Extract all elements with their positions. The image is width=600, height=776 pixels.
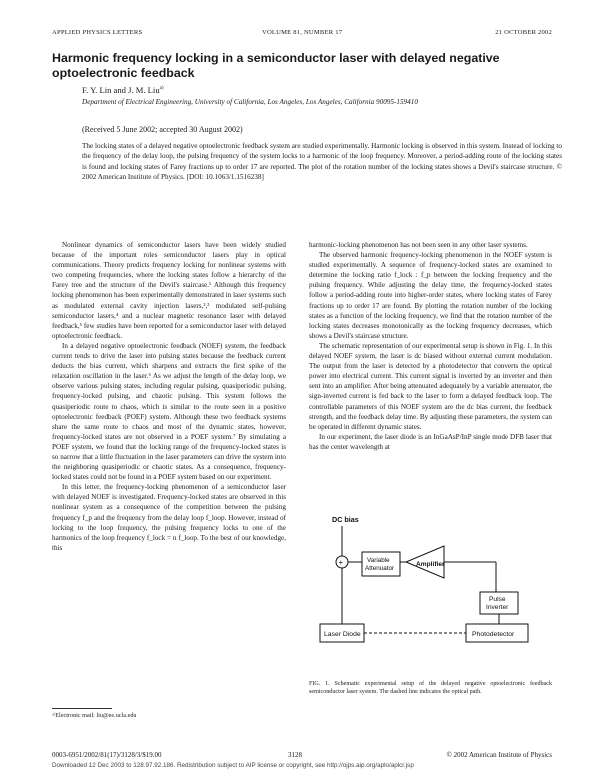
paragraph: In a delayed negative optoelectronic feedback (NOEF) system, the feedback current tends to drive the laser into pulsing states because the feedback current deducts the bias current, which sharpens and extracts the first spike of the relaxation oscillation in the laser.⁶ As we adjust the length of the delay loop, we observe various pulsing states, including regular pulsing, quasiperiodic pulsing, frequency-locked pulsing, and chaotic pulsing. This system follows the quasiperiodic route to chaos, which is similar to the route seen in a positive optoelectronic feedback (POEF) system. Although these two feedback systems share the same route to chaos and most of the dynamic states, however, frequency-locked states are not observed in a POEF system.⁷ By simulating a POEF system, we found that the locking range of the frequency-locked states is so narrow that a little fluctuation in the laser parameters can drive the system into the neighboring quasiperiodic or chaotic states. As a consequence, frequency-locked states could not be found in a POEF system based on our experiment. [52,341,286,482]
paragraph: harmonic-locking phenomenon has not been seen in any other laser systems. [309,241,528,249]
download-notice: Downloaded 12 Dec 2003 to 128.97.92.186. Redistribution subject to AIP license or copyright, see http://ojps.aip.org/aplo/aplcr.jsp [52,762,414,769]
volume-number: VOLUME 81, NUMBER 17 [262,29,343,36]
figure-caption-text: FIG. 1. Schematic experimental setup of the delayed negative optoelectronic feedback semiconductor laser system. The dashed line indicates the optical path. [309,681,552,696]
paragraph: The schematic representation of our experimental setup is shown in Fig. 1. In this delayed NOEF system, the laser is dc biased without external current modulation. The output from the laser is detected by a photodetector that converts the optical power into electrical current. This current signal is inverted by an inverter and then sent into an amplifier. After being attenuated adequately by a variable attenuator, the sign-inverted current is fed back to the laser to form a delayed feedback loop. The controllable parameters of this NOEF system are the dc bias current, the feedback strength, and the feedback delay time. By adjusting these parameters, the system can be operated in different dynamic states. [309,341,553,431]
received-dates: (Received 5 June 2002; accepted 30 August 2002) [82,125,243,134]
dc-bias-label: DC bias [332,516,359,524]
paper-title: Harmonic frequency locking in a semiconductor laser with delayed negative optoelectronic feedback [52,51,500,80]
laser-diode-label: Laser Diode [324,631,361,638]
affiliation: Department of Electrical Engineering, University of California, Los Angeles, Los Angeles, California 90095-159410 [82,98,418,106]
abstract: The locking states of a delayed negative optoelectronic feedback system are studied experimentally. Harmonic locking is observed in this system. Instead of locking to the frequency of the delay loop, the pulsing frequency of the system locks to a harmonic of the loop frequency. Moreover, a period-adding route of the locking states is found and locking states of Farey fractions up to order 17 are reported. The plot of the rotation number of the locking states shows a Devil's staircase structure. © 2002 American Institute of Physics. [DOI: 10.1063/1.1516238] [82,142,562,182]
journal-name: APPLIED PHYSICS LETTERS [52,29,143,36]
variable-attenuator-label: Variable Attenuator [365,557,395,572]
paragraph: The observed harmonic frequency-locking phenomenon in the NOEF system is studied experimentally. A sequence of frequency-locked states are examined to determine the locking ratio f_lock : f_p between the locking frequency and the pulsing frequency. While adjusting the delay time, the frequency-locked states follow a period-adding route into higher-order states, where locking states of Farey fractions up to order 17 are found. By plotting the rotation number of the locking states as a function of the locking frequency, we find that the rotation number of the locking states decreases monotonically as the locking frequency decreases, which shows a Devil's staircase structure. [309,251,552,340]
copyright: © 2002 American Institute of Physics [446,751,552,759]
figure-caption [309,680,552,697]
footnote-separator [52,708,112,709]
paragraph: In this letter, the frequency-locking phenomenon of a semiconductor laser with delayed NOEF is investigated. Frequency-locked states are observed in this nonlinear system as a consequence of the competition between the pulsing frequency f_p and the frequency from the delay loop f_loop. However, instead of locking to the loop frequency, the pulsing frequency locks to one of the harmonics of the loop frequency f_lock = n f_loop. To the best of our knowledge, this [52,483,286,552]
footnote: ᵃ⁾Electronic mail: liu@ee.ucla.edu [52,712,137,719]
figure-1-schematic [316,516,552,756]
paragraph: Nonlinear dynamics of semiconductor lasers have been widely studied because of the important roles semiconductor lasers play in optical communications. Theory predicts frequency locking for nonlinear systems with two competing frequencies, where the locking states follow a hierarchy of the Farey tree and the structure of the Devil's staircase.¹ Although this frequency locking phenomenon has been experimentally demonstrated in laser systems such as modulated external cavity injection lasers,²,³ modulated self-pulsing semiconductor lasers,⁴ and a nuclear magnetic resonance laser with delayed feedback,⁵ few studies have been reported for a semiconductor laser with delayed optoelectronic feedback. [52,241,286,340]
variable-attenuator-box [362,552,400,576]
paragraph: In our experiment, the laser diode is an InGaAsP/InP single mode DFB laser that has the center wavelength at [309,432,552,451]
issue-date: 21 OCTOBER 2002 [495,29,552,36]
pulse-inverter-label: Pulse Inverter [486,596,509,611]
author-names: F. Y. Lin and J. M. Liu [82,85,160,95]
authors [82,85,164,95]
summing-plus: + [338,558,344,567]
right-column [309,240,552,452]
issn-code: 0003-6951/2002/81(17)/3128/3/$19.00 [52,751,162,759]
author-footnote-mark: a) [159,86,164,92]
page-number: 3128 [288,751,302,759]
left-column [52,240,286,553]
amplifier-label: Amplifier [416,561,445,568]
photodetector-label: Photodetector [472,631,515,638]
